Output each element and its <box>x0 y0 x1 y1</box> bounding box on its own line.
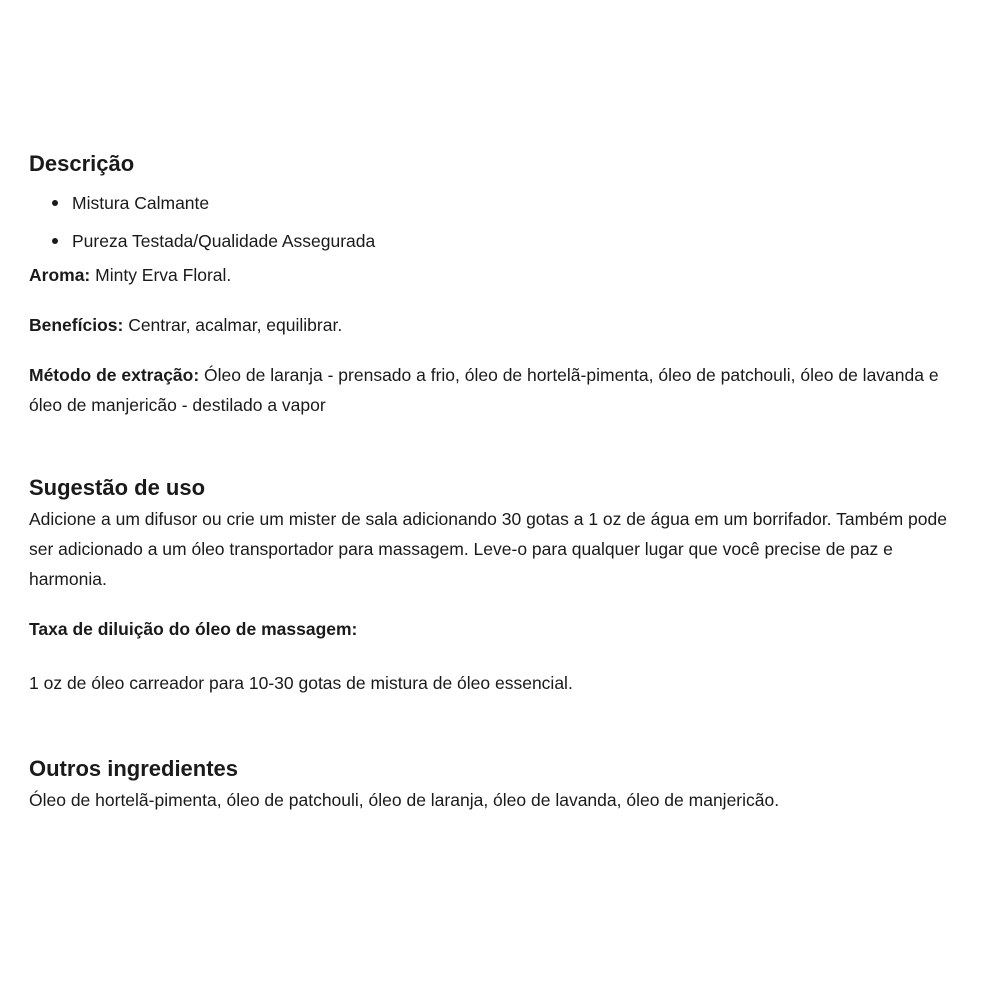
aroma-label: Aroma: <box>29 265 91 285</box>
beneficios-value: Centrar, acalmar, equilibrar. <box>123 315 343 335</box>
aroma-value: Minty Erva Floral. <box>90 265 232 285</box>
sugestao-text: Adicione a um difusor ou crie um mister de sala adicionando 30 gotas a 1 oz de água em um borrifador. Também pode ser adicionado a um óleo transportador para massagem. Leve-o para qualquer lugar que você precise de paz e harmonia. <box>29 509 947 589</box>
bullet-icon <box>52 200 58 206</box>
metodo-label: Método de extração: <box>29 365 200 385</box>
outros-heading: Outros ingredientes <box>29 756 239 781</box>
descricao-heading: Descrição <box>29 151 135 176</box>
bullet-icon <box>52 238 58 244</box>
product-description <box>29 148 974 815</box>
list-item <box>72 222 974 260</box>
aroma-line <box>29 260 974 290</box>
sugestao-heading: Sugestão de uso <box>29 475 206 500</box>
beneficios-line <box>29 310 974 340</box>
metodo-value: Óleo de laranja - prensado a frio, óleo de hortelã-pimenta, óleo de patchouli, óleo de lavanda e óleo de manjericão - destilado a vapor <box>29 365 939 415</box>
list-item-text: Mistura Calmante <box>72 193 210 213</box>
list-item-text: Pureza Testada/Qualidade Assegurada <box>72 231 376 251</box>
taxa-label: Taxa de diluição do óleo de massagem: <box>29 619 358 639</box>
descricao-bullet-list <box>29 184 974 260</box>
outros-text: Óleo de hortelã-pimenta, óleo de patchouli, óleo de laranja, óleo de lavanda, óleo de manjericão. <box>29 790 780 810</box>
beneficios-label: Benefícios: <box>29 315 124 335</box>
taxa-value: 1 oz de óleo carreador para 10-30 gotas de mistura de óleo essencial. <box>29 673 573 693</box>
metodo-line <box>29 360 974 420</box>
list-item <box>72 184 974 222</box>
